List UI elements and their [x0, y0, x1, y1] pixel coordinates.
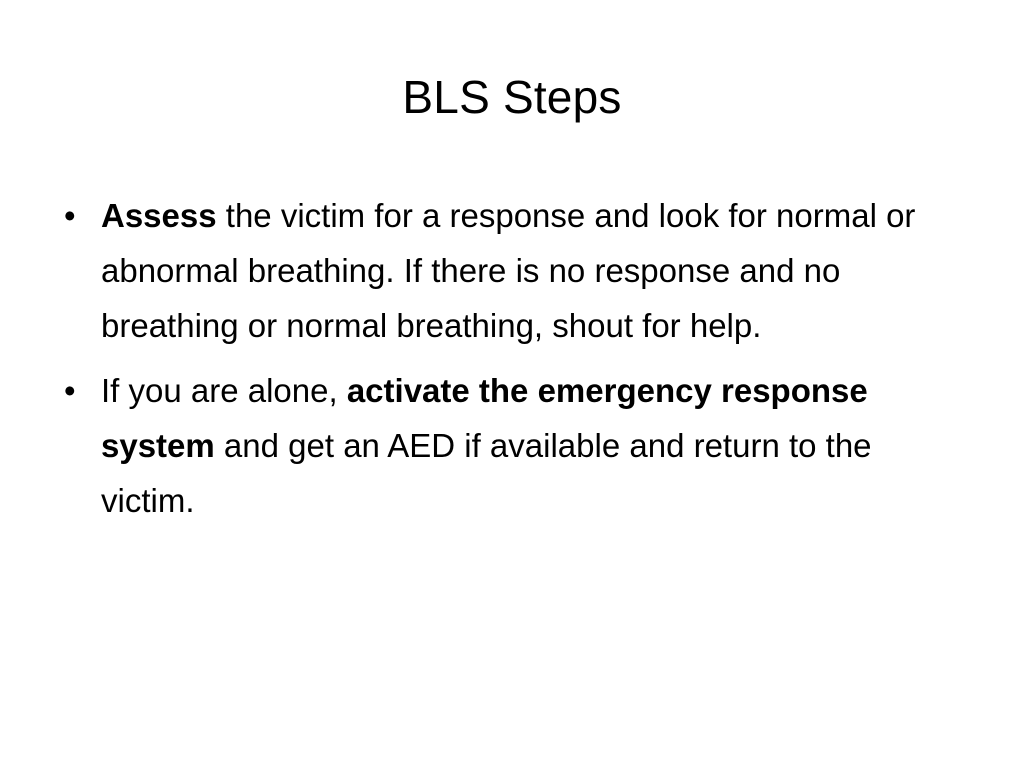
bullet-post-text: and get an AED if available and return to the victim. [101, 427, 872, 519]
bullet-pre-text: If you are alone, [101, 372, 347, 409]
bullet-bold-phrase: activate the emergency response system [101, 372, 868, 464]
bullet-rest-text: the victim for a response and look for normal or abnormal breathing. If there is no response and no breathing or normal breathing, shout for help. [101, 197, 916, 344]
bullet-bold-lead: Assess [101, 197, 217, 234]
bullet-list [64, 188, 954, 538]
bullet-text [101, 372, 872, 519]
bullet-text [101, 197, 915, 344]
bullet-dot-icon: • [64, 197, 76, 234]
bullet-item-activate [64, 363, 954, 528]
bullet-item-assess [64, 188, 954, 353]
slide-title: BLS Steps [402, 71, 622, 123]
bullet-dot-icon: • [64, 372, 76, 409]
